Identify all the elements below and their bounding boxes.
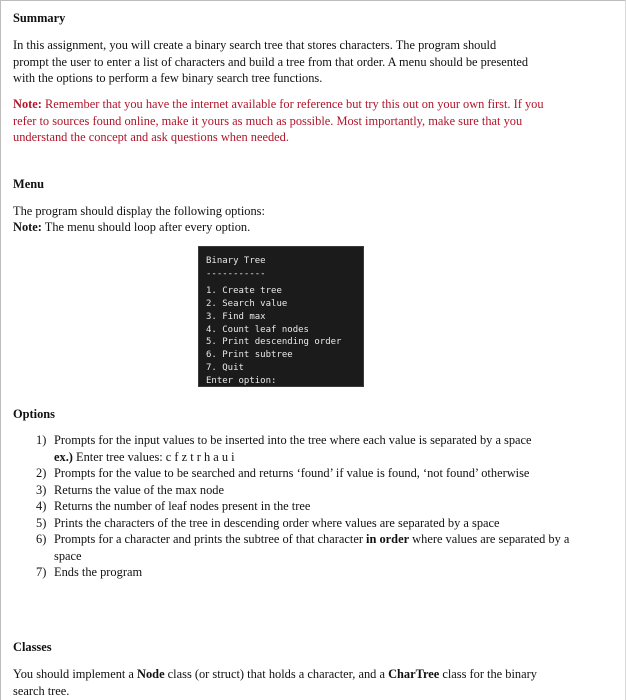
menu-note-label: Note: xyxy=(13,220,42,234)
list-item-text: Prints the characters of the tree in descending order where values are separated by a space xyxy=(54,515,500,530)
menu-description: The program should display the following options: xyxy=(13,204,265,218)
list-item-text: Returns the value of the max node xyxy=(54,482,224,497)
page-border-left xyxy=(0,0,1,700)
list-item xyxy=(13,482,573,499)
classes-text: class (or struct) that holds a character, and a xyxy=(164,667,389,681)
list-item-text: Ends the program xyxy=(54,565,143,579)
summary-heading: Summary xyxy=(13,11,66,25)
list-item-example xyxy=(54,449,554,466)
example-text: Enter tree values: c f z t r h a u i xyxy=(72,449,235,464)
list-item-number: 1) xyxy=(36,433,47,447)
list-item-text: Returns the number of leaf nodes present in the tree xyxy=(54,499,311,513)
list-item-text: Prompts for the input values to be inserted into the tree where each value is separated by a space xyxy=(54,433,532,447)
list-item-number: 6) xyxy=(36,532,47,546)
classes-node-term: Node xyxy=(137,667,165,681)
classes-text: You should implement a xyxy=(13,667,138,681)
list-item-text: Prompts for the value to be searched and returns ‘found’ if value is found, ‘not found’ otherwise xyxy=(54,466,530,480)
list-item xyxy=(13,515,573,532)
list-item xyxy=(13,564,573,581)
list-item-text: Prompts for a character and prints the subtree of that character xyxy=(54,532,367,546)
menu-heading: Menu xyxy=(13,177,44,191)
menu-note xyxy=(13,219,553,236)
summary-note-label: Note: xyxy=(13,97,42,111)
classes-heading: Classes xyxy=(13,640,52,654)
terminal-screenshot xyxy=(198,246,364,387)
classes-text: class for the binary search tree. xyxy=(13,667,537,698)
terminal-line: 4. Count leaf nodes xyxy=(206,324,309,335)
list-item-text: where values are separated by a space xyxy=(54,532,570,563)
classes-chartree-term: CharTree xyxy=(388,667,440,681)
list-item-number: 5) xyxy=(36,515,47,530)
list-item xyxy=(13,432,554,465)
terminal-line: 2. Search value xyxy=(206,298,288,309)
terminal-line: 7. Quit xyxy=(206,363,244,374)
menu-note-text: The menu should loop after every option. xyxy=(41,220,251,234)
terminal-line: 1. Create tree xyxy=(206,285,282,296)
options-heading: Options xyxy=(13,407,56,421)
terminal-line: 3. Find max xyxy=(206,311,266,322)
list-item-number: 4) xyxy=(36,499,47,513)
terminal-line: ----------- xyxy=(206,268,266,279)
list-item-number: 7) xyxy=(36,565,47,579)
list-item-number: 3) xyxy=(36,482,47,497)
summary-paragraph: In this assignment, you will create a binary search tree that stores characters. The program should prompt the user to enter a list of characters and build a tree from that order. A menu should be presented with the options to perform a few binary search tree functions. xyxy=(13,38,529,85)
list-item-number: 2) xyxy=(36,466,47,480)
list-item xyxy=(13,465,554,482)
summary-note-text: Remember that you have the internet available for reference but try this out on your own first. If you refer to sources found online, make it yours as much as possible. Most importantly, make sure that you understand the concept and ask questions when needed. xyxy=(13,97,544,144)
page-border-top xyxy=(0,0,626,1)
list-item xyxy=(13,498,573,515)
terminal-line: Binary Tree xyxy=(206,256,266,266)
list-item xyxy=(13,531,594,564)
terminal-line: Enter option: xyxy=(206,376,277,387)
classes-paragraph xyxy=(13,666,553,699)
list-item-bold: in order xyxy=(366,532,410,546)
options-list xyxy=(13,432,573,581)
terminal-line: 6. Print subtree xyxy=(206,350,293,361)
summary-note xyxy=(13,96,553,146)
example-label: ex.) xyxy=(54,449,73,464)
terminal-line: 5. Print descending order xyxy=(206,337,342,348)
